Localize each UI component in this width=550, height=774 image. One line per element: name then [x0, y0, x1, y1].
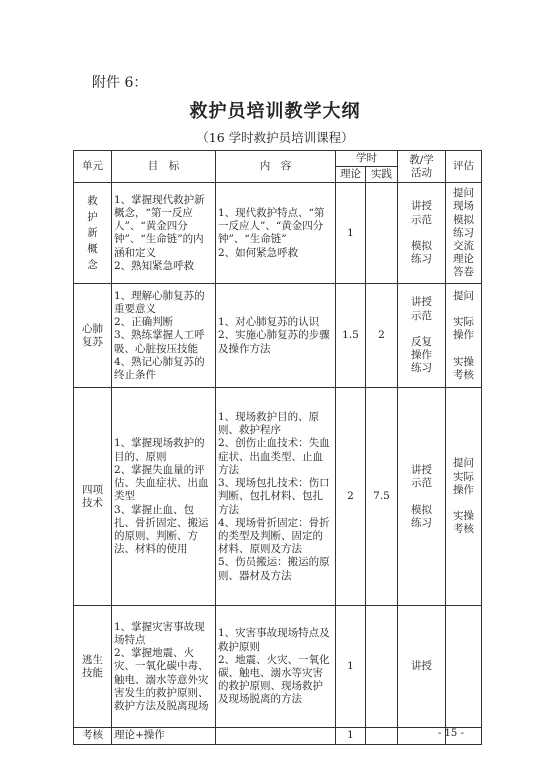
table-row-exam — [74, 728, 482, 744]
header-assessment: 评估 — [446, 151, 482, 183]
table-row — [74, 606, 482, 728]
row-goal: 1、掌握现场救护的目的、原则 2、掌握失血量的评估、失血症状、出血类型 3、掌握止血、包扎、骨折固定、搬运的原则、判断、方法、材料的使用 — [112, 388, 216, 606]
attachment-label: 附件 6： — [92, 75, 148, 91]
exam-theory: 1 — [336, 728, 366, 744]
row-practice: 2 — [366, 284, 398, 388]
syllabus-table — [73, 150, 482, 745]
header-goal: 目 标 — [112, 151, 216, 183]
header-content: 内 容 — [216, 151, 336, 183]
row-assessment — [446, 606, 482, 728]
row-content: 1、灾害事故现场特点及救护原则 2、地震、火灾、一氧化碳、触电、溺水等灾害的救护原则、现场救护及现场脱离的方法 — [216, 606, 336, 728]
row-theory: 2 — [336, 388, 366, 606]
header-hours: 学时 — [336, 151, 398, 167]
row-method: 讲授 示范 反复 操作 练习 — [398, 284, 446, 388]
row-method: 讲授 — [398, 606, 446, 728]
row-content: 1、现场救护目的、原则、救护程序 2、创伤止血技术：失血症状、出血类型、止血方法 3、现场包扎技术：伤口判断、包扎材料、包扎方法 4、现场骨折固定：骨折的类型及判断、固定的材料、原则及方法 5、伤员搬运：搬运的原则、器材及方法 — [216, 388, 336, 606]
table-row — [74, 284, 482, 388]
row-practice — [366, 183, 398, 284]
table-row — [74, 183, 482, 284]
row-goal: 1、理解心肺复苏的重要意义 2、正确判断 3、熟练掌握人工呼吸、心脏按压技能 4、熟记心肺复苏的终止条件 — [112, 284, 216, 388]
row-unit: 心肺 复苏 — [74, 284, 112, 388]
row-practice: 7.5 — [366, 388, 398, 606]
exam-content — [216, 728, 336, 744]
table-row — [74, 388, 482, 606]
row-content: 1、现代救护特点、“第一反应人”、“黄金四分钟”、“生命链” 2、如何紧急呼救 — [216, 183, 336, 284]
header-unit: 单元 — [74, 151, 112, 183]
exam-goal: 理论+操作 — [112, 728, 216, 744]
row-content: 1、对心肺复苏的认识 2、实施心肺复苏的步骤及操作方法 — [216, 284, 336, 388]
row-unit: 逃生 技能 — [74, 606, 112, 728]
exam-practice — [366, 728, 398, 744]
page-number: - 15 - — [438, 728, 464, 739]
row-theory: 1 — [336, 606, 366, 728]
row-assessment: 提问 实际 操作 实操 考核 — [446, 388, 482, 606]
row-unit: 救 护 新 概 念 — [74, 183, 112, 284]
row-method: 讲授 示范 模拟 练习 — [398, 388, 446, 606]
row-theory: 1.5 — [336, 284, 366, 388]
row-method: 讲授 示范 模拟 练习 — [398, 183, 446, 284]
header-theory: 理论 — [336, 167, 366, 183]
page-subtitle: （16 学时救护员培训课程） — [196, 130, 354, 145]
row-goal: 1、掌握灾害事故现场特点 2、掌握地震、火灾、一氧化碳中毒、触电、溺水等意外灾害发生的救护原则、救护方法及脱离现场 — [112, 606, 216, 728]
row-theory: 1 — [336, 183, 366, 284]
row-assessment: 提问 现场 模拟 练习 交流 理论 答卷 — [446, 183, 482, 284]
header-method: 教/学 活动 — [398, 151, 446, 183]
page-title: 救护员培训教学大纲 — [189, 101, 361, 122]
row-assessment: 提问 实际 操作 实操 考核 — [446, 284, 482, 388]
header-practice: 实践 — [366, 167, 398, 183]
exam-unit: 考核 — [74, 728, 112, 744]
row-practice — [366, 606, 398, 728]
row-unit: 四项 技术 — [74, 388, 112, 606]
row-goal: 1、掌握现代救护新概念，“第一反应人”、“黄金四分钟”、“生命链”的内涵和定义 2、熟知紧急呼救 — [112, 183, 216, 284]
